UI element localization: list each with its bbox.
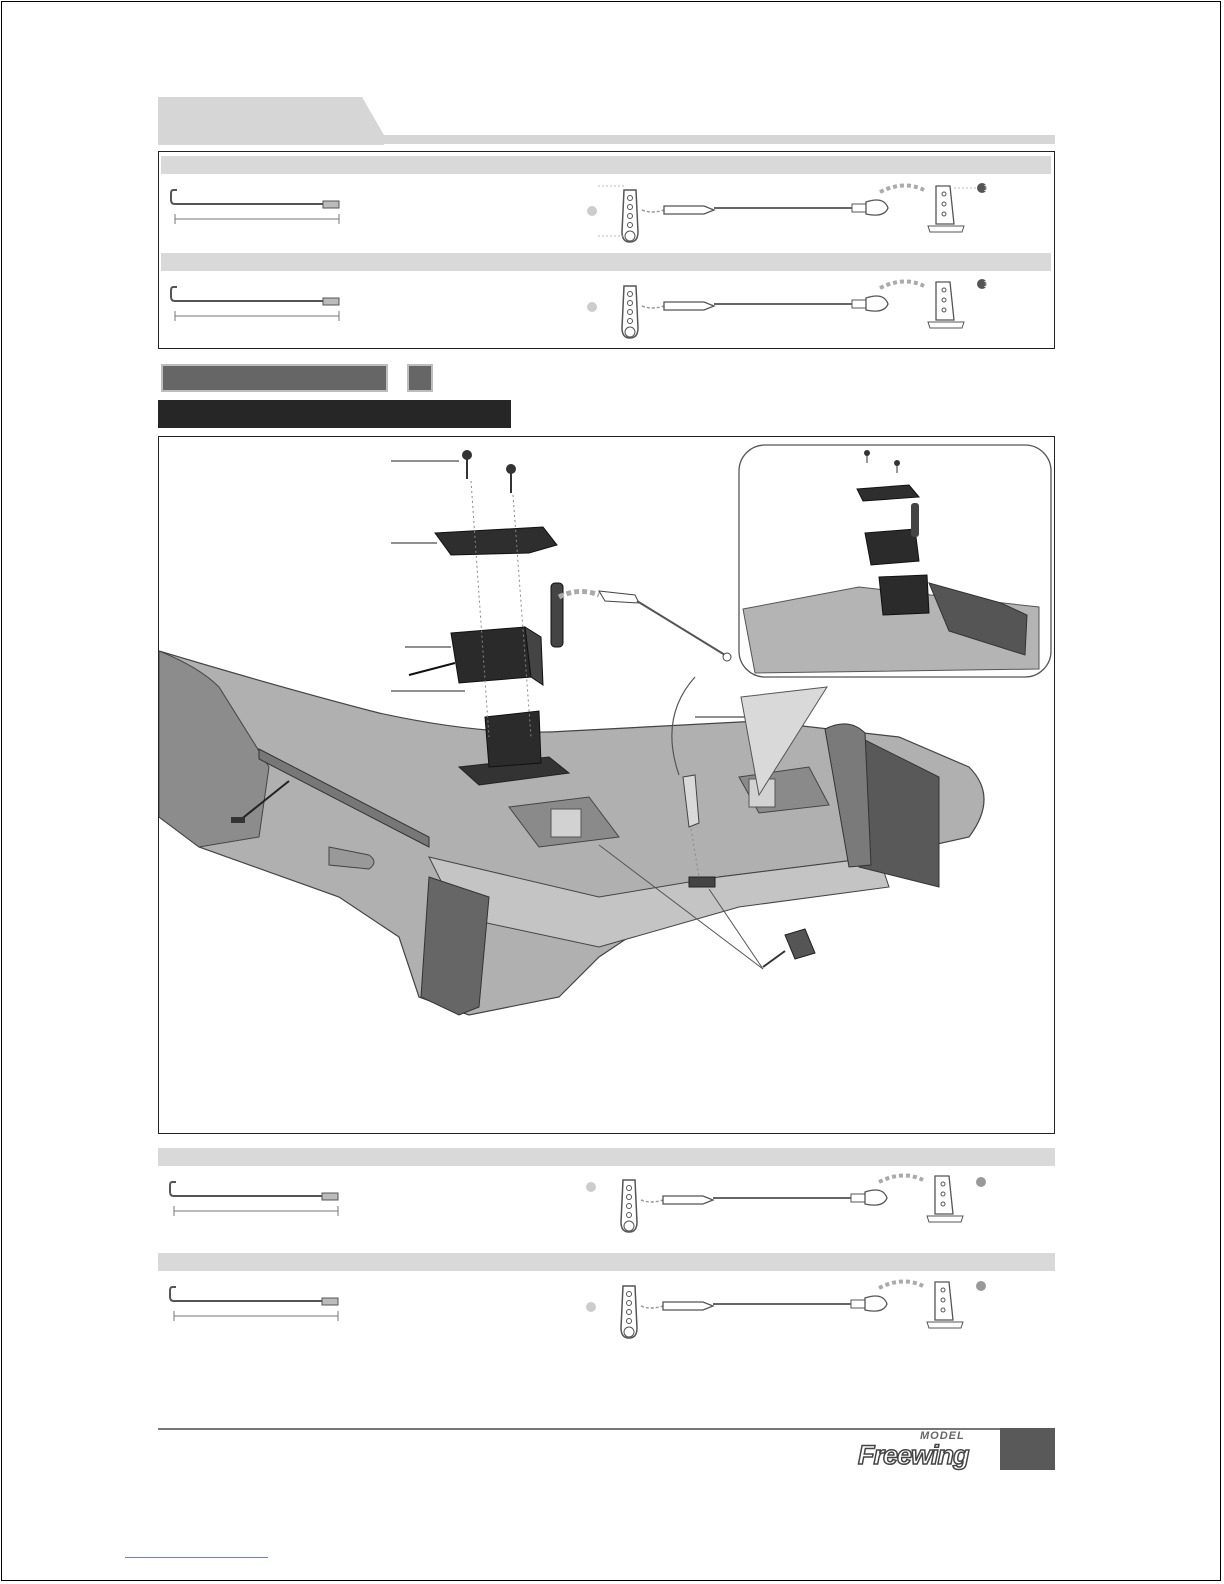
step-title-bar	[158, 400, 511, 428]
corner-line	[125, 1557, 268, 1558]
pushrod-icon	[168, 1178, 343, 1218]
horn-marker-3	[974, 1175, 988, 1189]
pushrod-band	[158, 1253, 1055, 1271]
inset-mount	[879, 575, 929, 615]
section-title-bar	[161, 364, 388, 392]
servo-icon	[451, 583, 563, 685]
linkage-diagram	[584, 180, 1034, 250]
horn-marker-1: 1	[983, 183, 989, 193]
wing-tip-block	[421, 877, 489, 1015]
pushrod-band	[161, 253, 1051, 271]
servo-lead	[409, 663, 455, 675]
logo-tag: MODEL	[920, 1430, 965, 1442]
screw-icon	[462, 450, 472, 479]
pushrod-icon	[168, 1283, 343, 1323]
servo-cover	[435, 527, 557, 555]
page-number-box	[1000, 1428, 1055, 1470]
linkage-diagram	[583, 1170, 1033, 1240]
screw-icon	[506, 464, 516, 493]
pushrod-icon	[169, 283, 344, 323]
horn-marker-4	[974, 1279, 988, 1293]
logo-word: Freewing	[858, 1440, 969, 1470]
glue-bottle-icon	[763, 929, 815, 967]
servo-install-illustration	[158, 436, 1055, 1134]
section-number-box	[407, 364, 433, 392]
header-rule	[158, 135, 1055, 144]
freewing-logo	[858, 1430, 994, 1474]
pushrod-panel-top	[158, 151, 1055, 349]
pushrod-band	[161, 156, 1051, 174]
inset-servo	[865, 529, 919, 565]
servo-arm-icon	[587, 186, 638, 242]
servo-mount	[485, 711, 541, 767]
linkage-diagram	[583, 1276, 1033, 1346]
pushrod-band	[158, 1148, 1055, 1166]
pushrod	[637, 601, 725, 655]
bay-block	[551, 809, 581, 837]
pushrod-icon	[169, 186, 344, 226]
linkage-diagram	[584, 276, 1034, 346]
horn-marker-2: 1	[983, 279, 989, 289]
wing-model-drawing	[159, 437, 1053, 1132]
